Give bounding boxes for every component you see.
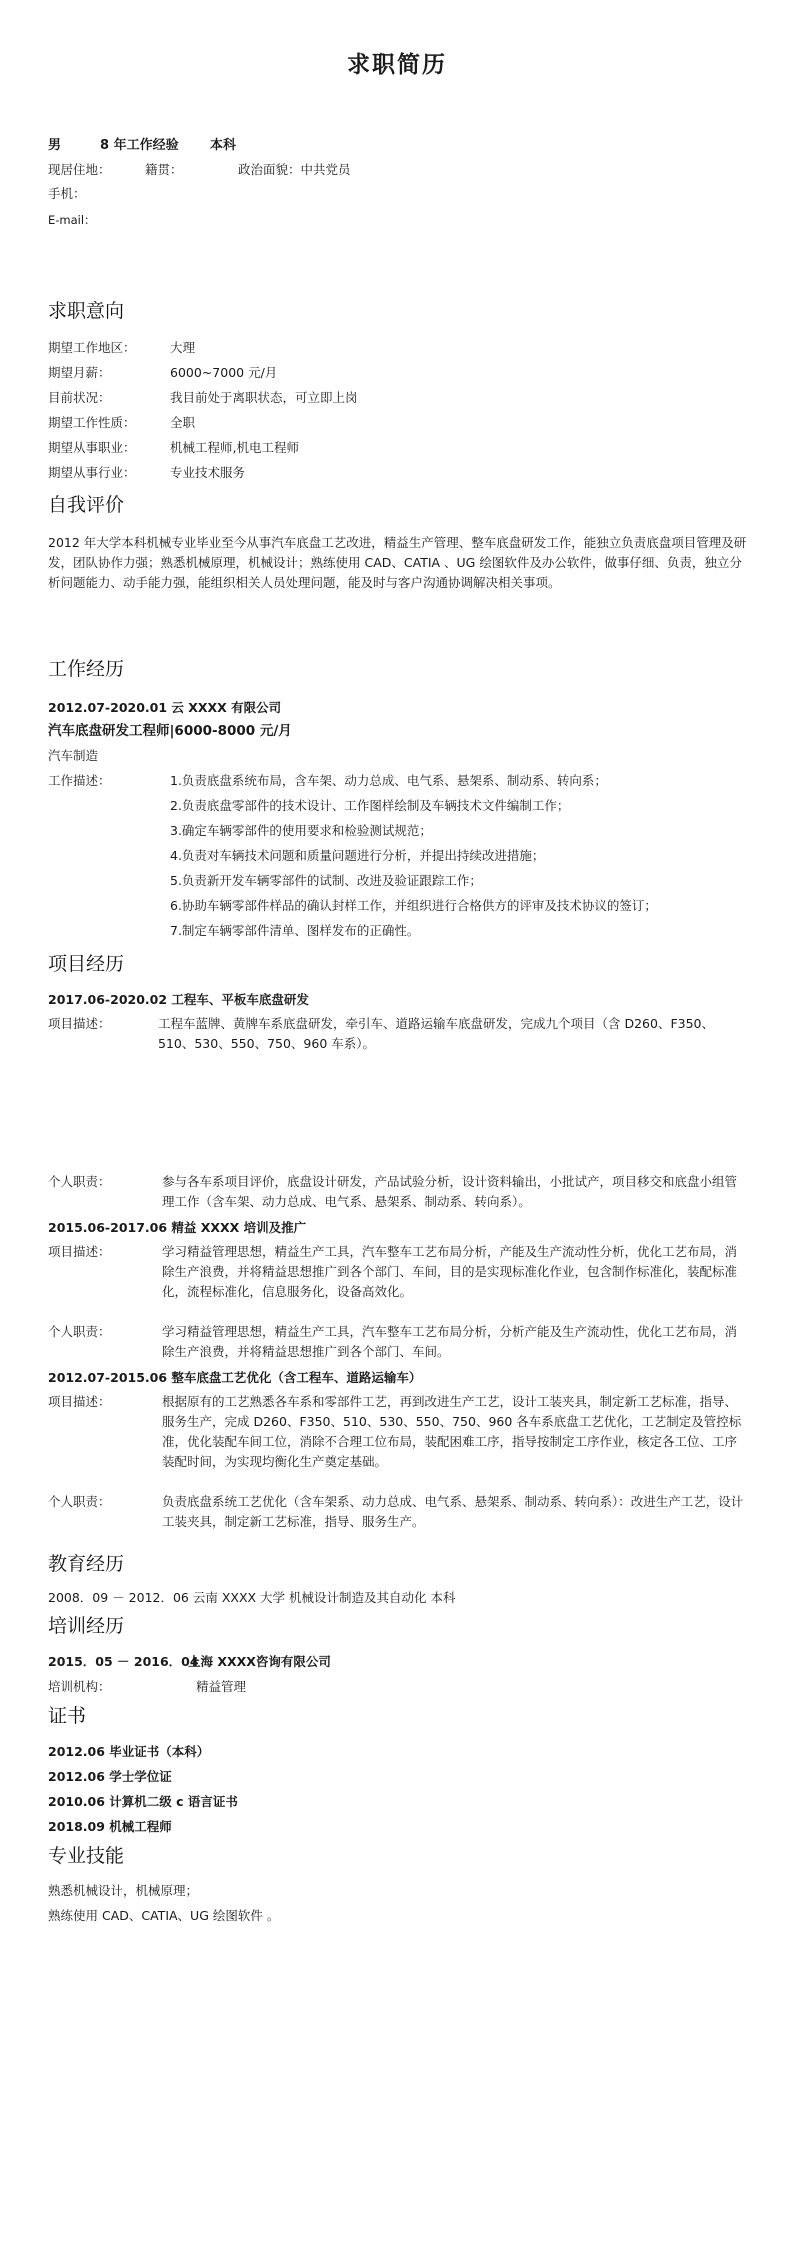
work-item: 6.协助车辆零部件样品的确认封样工作，并组织进行合格供方的评审及技术协议的签订； <box>170 898 657 913</box>
hometown-label: 籍贯： <box>145 162 183 177</box>
project-duty: 参与各车系项目评价，底盘设计研发，产品试验分析，设计资料输出，小批试产，项目移交和底盘小组管理工作（含车架、动力总成、电气系、悬架系、制动系、转向系）。 <box>162 1174 738 1209</box>
project-duty-label: 个人职责： <box>48 1494 111 1509</box>
work-item: 4.负责对车辆技术问题和质量问题进行分析，并提出持续改进措施； <box>170 848 545 863</box>
intention-label: 期望从事行业： <box>48 465 136 480</box>
project-desc: 学习精益管理思想，精益生产工具，汽车整车工艺布局分析，产能及生产流动性分析，优化工艺布局，消除生产浪费，并将精益思想推广到各个部门、车间，目的是实现标准化作业，包含制作标准化，装配标准化，流程标准化，信息服务化，设备高效化。 <box>162 1244 738 1299</box>
degree: 本科 <box>210 138 237 153</box>
section-heading-education: 教育经历 <box>48 1553 125 1575</box>
intention-value: 专业技术服务 <box>170 465 246 480</box>
page-title: 求职简历 <box>347 52 447 78</box>
residence-label: 现居住地： <box>48 162 111 177</box>
phone-label: 手机： <box>48 186 86 201</box>
section-heading-skills: 专业技能 <box>48 1845 125 1867</box>
project-duty: 学习精益管理思想，精益生产工具，汽车整车工艺布局分析，分析产能及生产流动性，优化工艺布局，消除生产浪费，并将精益思想推广到各个部门、车间。 <box>162 1324 738 1359</box>
intention-label: 目前状况： <box>48 390 111 405</box>
cert-item: 2012.06 学士学位证 <box>48 1769 172 1784</box>
work-item: 3.确定车辆零部件的使用要求和检验测试规范； <box>170 823 432 838</box>
intention-value: 我目前处于离职状态，可立即上岗 <box>170 390 358 405</box>
self-eval-text: 2012 年大学本科机械专业毕业至今从事汽车底盘工艺改进，精益生产管理、整车底盘研发工作，能独立负责底盘项目管理及研发，团队协作力强；熟悉机械原理，机械设计；熟练使用 CAD、CATIA 、UG 绘图软件及办公软件，做事仔细、负责，独立分析问题能力、动手能力强，能组织相关人员处理问题，能及时与客户沟通协调解决相关事项。 <box>48 535 747 590</box>
politics-status: 政治面貌：中共党员 <box>238 162 351 177</box>
intention-label: 期望工作性质： <box>48 415 136 430</box>
skill-item: 熟悉机械设计，机械原理； <box>48 1883 199 1898</box>
project-title: 2015.06-2017.06 精益 XXXX 培训及推广 <box>48 1220 307 1235</box>
cert-item: 2012.06 毕业证书（本科） <box>48 1744 210 1759</box>
training-org-label: 培训机构： <box>48 1679 111 1694</box>
education-line: 2008．09 － 2012．06 云南 XXXX 大学 机械设计制造及其自动化 本科 <box>48 1590 456 1605</box>
training-org: 上海 XXXX咨询有限公司 <box>188 1654 331 1669</box>
project-desc: 工程车蓝牌、黄牌车系底盘研发，牵引车、道路运输车底盘研发，完成九个项目（含 D260、F350、510、530、550、750、960 车系）。 <box>158 1016 715 1051</box>
project-duty-label: 个人职责： <box>48 1324 111 1339</box>
work-desc-label: 工作描述： <box>48 773 111 788</box>
intention-value: 机械工程师,机电工程师 <box>170 440 299 455</box>
cert-item: 2018.09 机械工程师 <box>48 1819 172 1834</box>
intention-value: 大理 <box>170 340 196 355</box>
cert-item: 2010.06 计算机二级 c 语言证书 <box>48 1794 238 1809</box>
project-title: 2017.06-2020.02 工程车、平板车底盘研发 <box>48 992 309 1007</box>
skill-item: 熟练使用 CAD、CATIA、UG 绘图软件 。 <box>48 1908 280 1923</box>
training-period: 2015．05 － 2016．04 <box>48 1654 199 1669</box>
experience-years: 8 年工作经验 <box>100 138 179 153</box>
work-position: 汽车底盘研发工程师|6000-8000 元/月 <box>48 723 292 739</box>
section-heading-training: 培训经历 <box>48 1615 125 1637</box>
work-item: 2.负责底盘零部件的技术设计、工作图样绘制及车辆技术文件编制工作； <box>170 798 570 813</box>
email-label: E-mail： <box>48 213 96 227</box>
project-title: 2012.07-2015.06 整车底盘工艺优化（含工程车、道路运输车） <box>48 1370 422 1385</box>
section-heading-certs: 证书 <box>48 1705 87 1727</box>
project-desc: 根据原有的工艺熟悉各车系和零部件工艺，再到改进生产工艺，设计工装夹具，制定新工艺标准，指导、服务生产，完成 D260、F350、510、530、550、750、960 各车系底盘工艺优化，工艺制定及管控标准，优化装配车间工位，消除不合理工位布局，装配困难工序，指导按制定工序作业，核定各工位、工序装配时间，为实现均衡化生产奠定基础。 <box>162 1394 742 1469</box>
work-period-company: 2012.07-2020.01 云 XXXX 有限公司 <box>48 700 282 715</box>
gender: 男 <box>48 138 62 153</box>
training-course: 精益管理 <box>196 1679 247 1694</box>
intention-label: 期望月薪： <box>48 365 111 380</box>
work-item: 7.制定车辆零部件清单、图样发布的正确性。 <box>170 923 420 938</box>
intention-label: 期望工作地区： <box>48 340 136 355</box>
section-heading-intention: 求职意向 <box>48 300 125 322</box>
intention-value: 6000~7000 元/月 <box>170 365 278 380</box>
intention-label: 期望从事职业： <box>48 440 136 455</box>
section-heading-work: 工作经历 <box>48 658 125 680</box>
work-item: 1.负责底盘系统布局，含车架、动力总成、电气系、悬架系、制动系、转向系； <box>170 773 607 788</box>
intention-value: 全职 <box>170 415 196 430</box>
section-heading-projects: 项目经历 <box>48 953 125 975</box>
work-item: 5.负责新开发车辆零部件的试制、改进及验证跟踪工作； <box>170 873 482 888</box>
project-desc-label: 项目描述： <box>48 1244 111 1259</box>
work-industry: 汽车制造 <box>48 748 99 763</box>
project-duty-label: 个人职责： <box>48 1174 111 1189</box>
project-desc-label: 项目描述： <box>48 1016 111 1031</box>
project-duty: 负责底盘系统工艺优化（含车架系、动力总成、电气系、悬架系、制动系、转向系）：改进生产工艺，设计工装夹具，制定新工艺标准，指导、服务生产。 <box>162 1494 744 1529</box>
project-desc-label: 项目描述： <box>48 1394 111 1409</box>
section-heading-self-eval: 自我评价 <box>48 494 125 516</box>
